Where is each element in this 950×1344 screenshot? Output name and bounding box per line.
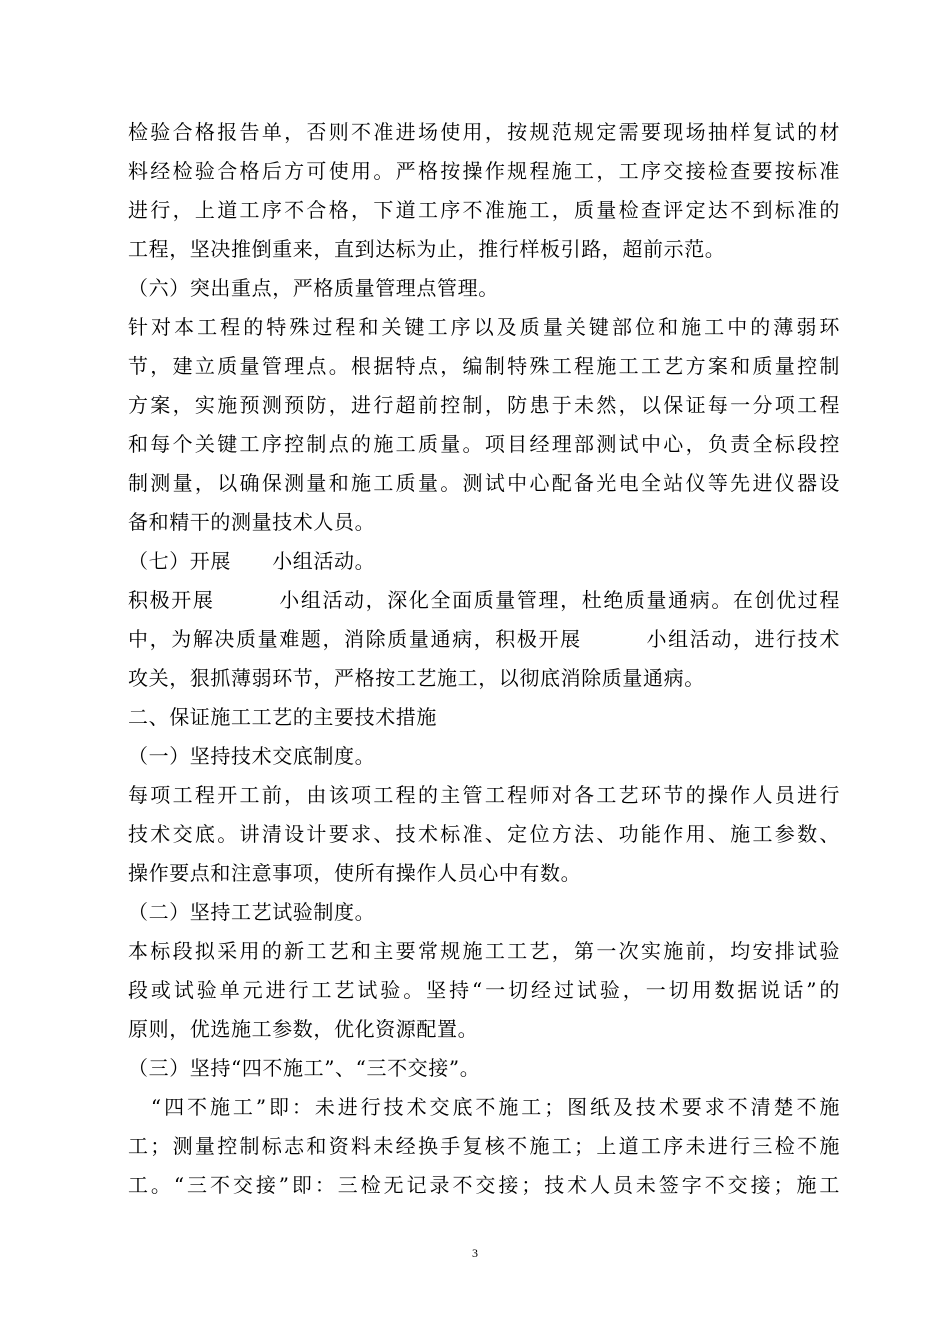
section-heading-3: （三）坚持“四不施工”、“三不交接”。: [128, 1056, 481, 1080]
section-heading-1: （一）坚持技术交底制度。: [128, 744, 376, 768]
page-number: 3: [472, 1246, 478, 1260]
section-heading-7: （七）开展 小组活动。: [128, 549, 376, 573]
text-line: 料经检验合格后方可使用。严格按操作规程施工，工序交接检查要按标准: [128, 159, 840, 183]
text-line: 技术交底。讲清设计要求、技术标准、定位方法、功能作用、施工参数、: [128, 822, 840, 846]
text-line: 每项工程开工前，由该项工程的主管工程师对各工艺环节的操作人员进行: [128, 783, 840, 807]
text-line: 方案，实施预测预防，进行超前控制，防患于未然，以保证每一分项工程: [128, 393, 840, 417]
text-line: 备和精干的测量技术人员。: [128, 510, 376, 534]
text-line: 进行，上道工序不合格，下道工序不准施工，质量检查评定达不到标准的: [128, 198, 840, 222]
text-line: 段或试验单元进行工艺试验。坚持“一切经过试验，一切用数据说话”的: [128, 978, 840, 1002]
text-line: 和每个关键工序控制点的施工质量。项目经理部测试中心，负责全标段控: [128, 432, 840, 456]
text-line: 检验合格报告单，否则不准进场使用，按规范规定需要现场抽样复试的材: [128, 120, 840, 144]
section-heading-6: （六）突出重点，严格质量管理点管理。: [128, 276, 499, 300]
section-heading-2: （二）坚持工艺试验制度。: [128, 900, 376, 924]
text-line: 工。“三不交接”即：三检无记录不交接；技术人员未签字不交接；施工: [128, 1173, 840, 1197]
text-line: 工程，坚决推倒重来，直到达标为止，推行样板引路，超前示范。: [128, 237, 726, 261]
text-line: 针对本工程的特殊过程和关键工序以及质量关键部位和施工中的薄弱环: [128, 315, 840, 339]
text-line: “四不施工”即：未进行技术交底不施工；图纸及技术要求不清楚不施: [128, 1095, 840, 1119]
text-line: 节，建立质量管理点。根据特点，编制特殊工程施工工艺方案和质量控制: [128, 354, 840, 378]
text-line: 工；测量控制标志和资料未经换手复核不施工；上道工序未进行三检不施: [128, 1134, 840, 1158]
text-line: 制测量，以确保测量和施工质量。测试中心配备光电全站仪等先进仪器设: [128, 471, 840, 495]
chapter-heading: 二、保证施工工艺的主要技术措施: [128, 705, 437, 729]
text-line: 中，为解决质量难题，消除质量通病，积极开展 小组活动，进行技术: [128, 627, 840, 651]
text-line: 原则，优选施工参数，优化资源配置。: [128, 1017, 479, 1041]
text-line: 积极开展 小组活动，深化全面质量管理，杜绝质量通病。在创优过程: [128, 588, 840, 612]
text-line: 本标段拟采用的新工艺和主要常规施工工艺，第一次实施前，均安排试验: [128, 939, 840, 963]
text-line: 操作要点和注意事项，使所有操作人员心中有数。: [128, 861, 582, 885]
text-line: 攻关，狠抓薄弱环节，严格按工艺施工，以彻底消除质量通病。: [128, 666, 705, 690]
